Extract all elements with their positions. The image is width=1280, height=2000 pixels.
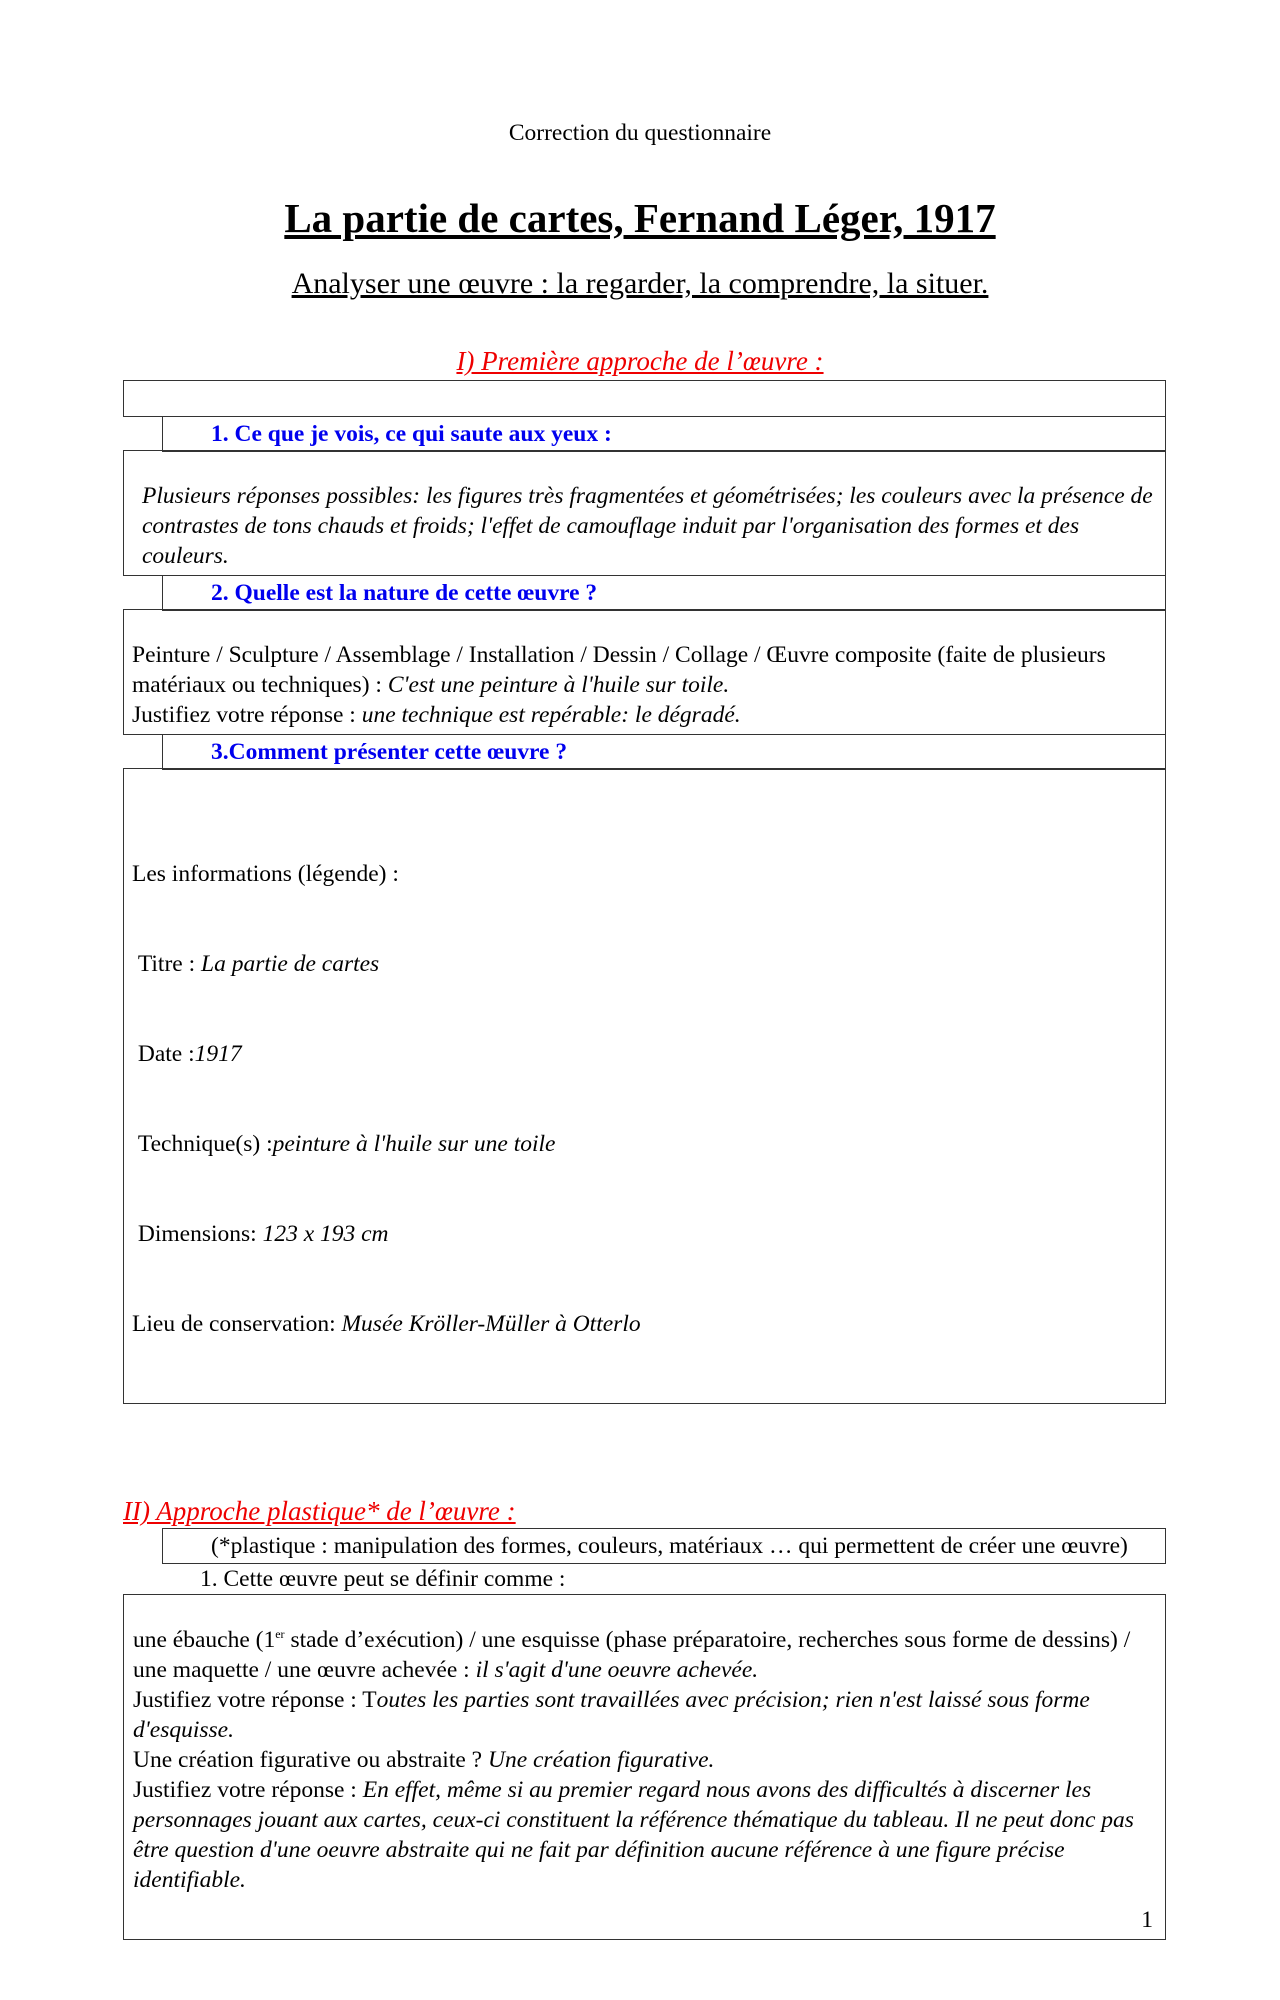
q1-answer-box: [123, 450, 1166, 576]
field-value: 1917: [194, 1041, 242, 1067]
q3-title: 3.Comment présenter cette œuvre ?: [211, 738, 568, 765]
field-title: [132, 949, 1157, 979]
field-label: Date :: [132, 1041, 195, 1067]
section1-table: [123, 380, 1166, 1404]
s2-q1-title: 1. Cette œuvre peut se définir comme :: [200, 1566, 566, 1592]
q2-answer-box: [123, 609, 1166, 735]
section2: [123, 1528, 1166, 1940]
field-value: La partie de cartes: [201, 951, 380, 977]
section1-heading: I) Première approche de l’œuvre :: [456, 346, 824, 376]
field-date: [132, 1039, 1157, 1069]
q3-intro: Les informations (légende) :: [132, 861, 399, 887]
q2-answer: Une création figurative.: [487, 1747, 715, 1773]
footnote: (*plastique : manipulation des formes, couleurs, matériaux … qui permettent de créer une œuvre): [211, 1533, 1128, 1559]
field-value: Musée Kröller-Müller à Otterlo: [341, 1311, 641, 1337]
q1-header: [162, 416, 1166, 452]
justify-text: outes les parties sont travaillées avec précision; rien n'est laissé sous forme d'esquisse.: [133, 1687, 1090, 1743]
s2-answer-box: [123, 1594, 1166, 1940]
q2-options: Peinture / Sculpture / Assemblage / Installation / Dessin / Collage / Œuvre composite (faite de plusieurs matériaux ou techniques) :: [132, 642, 1106, 698]
section2-heading: II) Approche plastique* de l’œuvre :: [123, 1496, 516, 1526]
q3-header: [162, 734, 1166, 770]
field-location: [132, 1309, 1157, 1339]
q2-label: Une création figurative ou abstraite ?: [133, 1747, 488, 1773]
justify2-label: Justifiez votre réponse :: [133, 1777, 363, 1803]
options-text: stade d’exécution) / une esquisse (phase préparatoire, recherches sous forme de dessins) / une maquette / une œuvre achevée :: [133, 1627, 1131, 1683]
page-number: 1: [1141, 1907, 1153, 1933]
empty-row: [123, 380, 1166, 417]
q1-title: 1. Ce que je vois, ce qui saute aux yeux :: [211, 420, 612, 447]
q1-answer: Plusieurs réponses possibles: les figures très fragmentées et géométrisées; les couleurs avec la présence de contrastes de tons chauds et froids; l'effet de camouflage induit par l'organisation des formes et des couleurs.: [142, 483, 1153, 569]
subtitle: Analyser une œuvre : la regarder, la comprendre, la situer.: [291, 267, 989, 300]
justify2-text: En effet, même si au premier regard nous avons des difficultés à discerner les personnages jouant aux cartes, ceux-ci constituent la référence thématique du tableau. Il ne peut donc pas être question d'une oeuvre abstraite qui ne fait par définition aucune référence à une figure précise identifiable.: [133, 1777, 1134, 1893]
s2-answer: il s'agit d'une oeuvre achevée.: [475, 1657, 759, 1683]
footnote-box: [162, 1528, 1166, 1564]
page-title: La partie de cartes, Fernand Léger, 1917: [284, 195, 996, 241]
justify-label: Justifiez votre réponse : T: [133, 1687, 377, 1713]
field-label: Technique(s) :: [132, 1131, 273, 1157]
field-label: Lieu de conservation:: [132, 1311, 342, 1337]
q3-answer-box: [123, 768, 1166, 1404]
field-label: Dimensions:: [132, 1221, 263, 1247]
q2-header: [162, 575, 1166, 611]
field-technique: [132, 1129, 1157, 1159]
field-dimensions: [132, 1219, 1157, 1249]
field-value: peinture à l'huile sur une toile: [272, 1131, 556, 1157]
field-value: 123 x 193 cm: [262, 1221, 389, 1247]
header: Correction du questionnaire: [508, 120, 772, 146]
q2-justify-label: Justifiez votre réponse :: [132, 702, 362, 728]
options-text: une ébauche (1: [133, 1627, 276, 1653]
field-label: Titre :: [132, 951, 201, 977]
q2-answer: C'est une peinture à l'huile sur toile.: [387, 672, 730, 698]
superscript: er: [275, 1627, 285, 1642]
q2-title: 2. Quelle est la nature de cette œuvre ?: [211, 579, 598, 606]
q2-justify: une technique est repérable: le dégradé.: [361, 702, 741, 728]
